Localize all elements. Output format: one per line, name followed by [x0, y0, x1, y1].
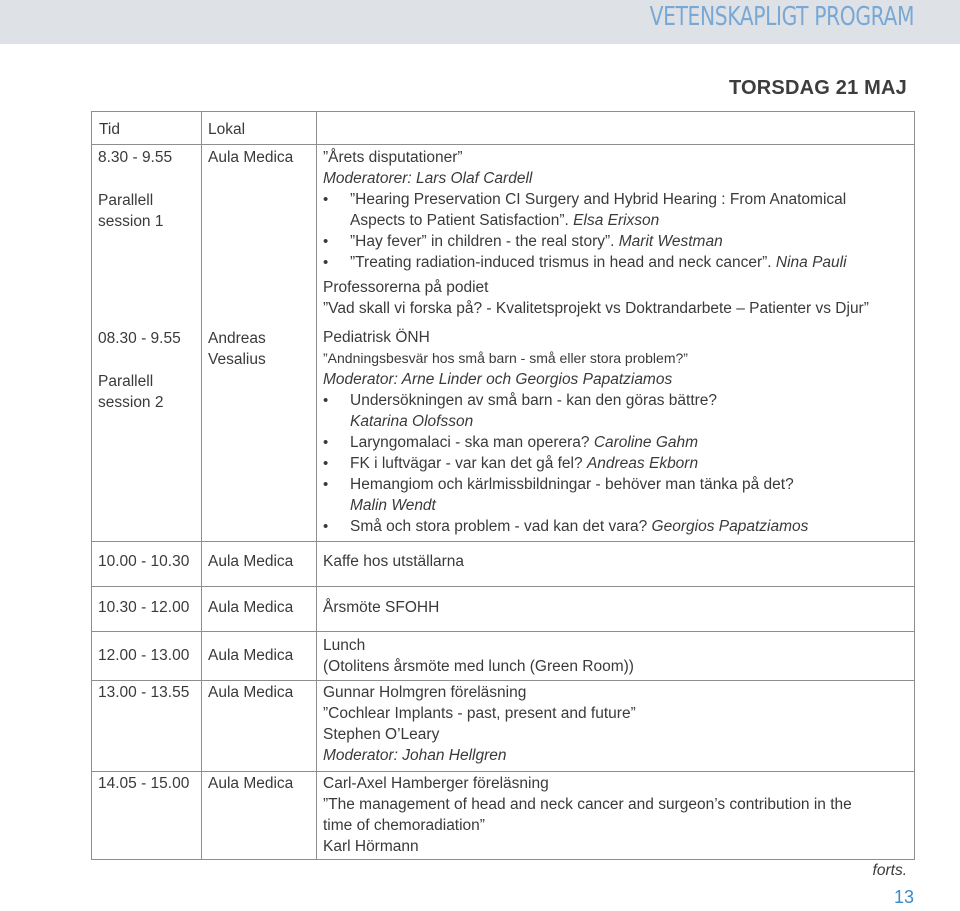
- row-coffee-event-cell: [316, 541, 915, 587]
- podium-text: ”Vad skall vi forska på? - Kvalitetsprojekt vs Doktrandarbete – Patienter vs Djur”: [323, 300, 869, 317]
- row-holmgren-time-cell: [91, 680, 202, 772]
- row-holmgren-event-c: Stephen O’Leary: [323, 726, 440, 743]
- bullet-icon: •: [323, 455, 329, 472]
- page-number: 13: [893, 887, 914, 907]
- row-coffee-room-cell: [201, 541, 317, 587]
- row-coffee-room: Aula Medica: [208, 553, 294, 570]
- ped-item1-speaker: Katarina Olofsson: [350, 413, 474, 430]
- row-lunch-time-cell: [91, 631, 202, 681]
- bullet-icon: •: [323, 518, 329, 535]
- pediatric-title: Pediatrisk ÖNH: [323, 329, 430, 346]
- talk2-speaker: Marit Westman: [618, 233, 723, 250]
- podium-title: Professorerna på podiet: [323, 279, 489, 296]
- header-event-cell: [316, 111, 915, 145]
- block1-room-cell: [201, 144, 317, 542]
- row-lunch-event-a: Lunch: [323, 637, 366, 654]
- bullet-icon: •: [323, 434, 329, 451]
- bullet-icon: •: [323, 254, 329, 271]
- ped-item3-title: FK i luftvägar - var kan det gå fel?: [350, 455, 583, 472]
- ped-item5: [350, 516, 808, 537]
- block1-time2: 08.30 - 9.55: [98, 330, 181, 347]
- row-hamberger-room-cell: [201, 771, 317, 860]
- row-lunch-event-cell: [316, 631, 915, 681]
- talk2-title: ”Hay fever” in children - the real story”.: [350, 233, 615, 250]
- banner-title: VETENSKAPLIGT PROGRAM: [649, 2, 914, 32]
- ped-item4-speaker: Malin Wendt: [350, 497, 436, 514]
- ped-item2: [350, 432, 698, 453]
- row-meeting-room-cell: [201, 586, 317, 632]
- ped-item4: Hemangiom och kärlmissbildningar - behöver man tänka på det?: [350, 476, 794, 493]
- row-hamberger-time: 14.05 - 15.00: [98, 775, 190, 792]
- row-meeting-time: 10.30 - 12.00: [98, 599, 190, 616]
- talk1-speaker: Elsa Erixson: [573, 212, 660, 229]
- talk1-title-b-text: Aspects to Patient Satisfaction”.: [350, 212, 569, 229]
- row-lunch-event-b: (Otolitens årsmöte med lunch (Green Room)): [323, 658, 634, 675]
- row-meeting-time-cell: [91, 586, 202, 632]
- row-hamberger-event-cell: [316, 771, 915, 860]
- pediatric-moderator: Moderator: Arne Linder och Georgios Papatziamos: [323, 371, 673, 388]
- pediatric-subtitle: ”Andningsbesvär hos små barn - små eller stora problem?”: [323, 350, 688, 366]
- ped-item5-title: Små och stora problem - vad kan det vara?: [350, 518, 648, 535]
- row-meeting-event: Årsmöte SFOHH: [323, 599, 440, 616]
- top-banner: [0, 0, 960, 44]
- talk2: [350, 231, 723, 252]
- row-hamberger-event-c: time of chemoradiation”: [323, 817, 485, 834]
- ped-item2-speaker: Caroline Gahm: [593, 434, 699, 451]
- row-lunch-room-cell: [201, 631, 317, 681]
- row-lunch-room: Aula Medica: [208, 647, 294, 664]
- row-meeting-event-cell: [316, 586, 915, 632]
- row-coffee-time: 10.00 - 10.30: [98, 553, 190, 570]
- talk3-speaker: Nina Pauli: [775, 254, 847, 271]
- header-room-cell: [201, 111, 317, 145]
- block1-session1-a: Parallell: [98, 192, 154, 209]
- block1-room1: Aula Medica: [208, 149, 294, 166]
- ped-item3-speaker: Andreas Ekborn: [586, 455, 699, 472]
- row-lunch-time: 12.00 - 13.00: [98, 647, 190, 664]
- block1-session1-b: session 1: [98, 213, 164, 230]
- row-hamberger-time-cell: [91, 771, 202, 860]
- ped-item2-title: Laryngomalaci - ska man operera?: [350, 434, 590, 451]
- row-meeting-room: Aula Medica: [208, 599, 294, 616]
- block1-session2-b: session 2: [98, 394, 164, 411]
- header-room: Lokal: [208, 121, 246, 138]
- dissertations-moderators: Moderatorer: Lars Olaf Cardell: [323, 170, 533, 187]
- talk3-title: ”Treating radiation-induced trismus in head and neck cancer”.: [350, 254, 772, 271]
- talk1-title-b: [350, 210, 659, 231]
- day-heading: TORSDAG 21 MAJ: [728, 77, 907, 99]
- header-time-cell: [91, 111, 202, 145]
- block1-event-cell: [316, 144, 915, 542]
- block1-time1: 8.30 - 9.55: [98, 149, 173, 166]
- ped-item3: [350, 453, 698, 474]
- dissertations-title: ”Årets disputationer”: [323, 149, 463, 166]
- ped-item1: Undersökningen av små barn - kan den göras bättre?: [350, 392, 718, 409]
- row-holmgren-event-b: ”Cochlear Implants - past, present and future”: [323, 705, 636, 722]
- row-hamberger-room: Aula Medica: [208, 775, 294, 792]
- row-hamberger-event-a: Carl-Axel Hamberger föreläsning: [323, 775, 549, 792]
- bullet-icon: •: [323, 233, 329, 250]
- row-holmgren-event-d: Moderator: Johan Hellgren: [323, 747, 507, 764]
- row-holmgren-room-cell: [201, 680, 317, 772]
- block1-room2-b: Vesalius: [208, 351, 266, 368]
- row-holmgren-event-cell: [316, 680, 915, 772]
- talk1-title-a: ”Hearing Preservation CI Surgery and Hybrid Hearing : From Anatomical: [350, 191, 847, 208]
- row-hamberger-event-d: Karl Hörmann: [323, 838, 419, 855]
- row-holmgren-event-a: Gunnar Holmgren föreläsning: [323, 684, 527, 701]
- block1-time-cell: [91, 144, 202, 542]
- row-coffee-event: Kaffe hos utställarna: [323, 553, 465, 570]
- bullet-icon: •: [323, 476, 329, 493]
- row-coffee-time-cell: [91, 541, 202, 587]
- bullet-icon: •: [323, 191, 329, 208]
- row-hamberger-event-b: ”The management of head and neck cancer and surgeon’s contribution in the: [323, 796, 852, 813]
- header-time: Tid: [99, 121, 120, 138]
- schedule-table: [91, 111, 915, 860]
- ped-item5-speaker: Georgios Papatziamos: [651, 518, 809, 535]
- talk3: [350, 252, 847, 273]
- row-holmgren-room: Aula Medica: [208, 684, 294, 701]
- continued-note: forts.: [872, 862, 907, 879]
- bullet-icon: •: [323, 392, 329, 409]
- block1-session2-a: Parallell: [98, 373, 154, 390]
- block1-room2-a: Andreas: [208, 330, 266, 347]
- row-holmgren-time: 13.00 - 13.55: [98, 684, 190, 701]
